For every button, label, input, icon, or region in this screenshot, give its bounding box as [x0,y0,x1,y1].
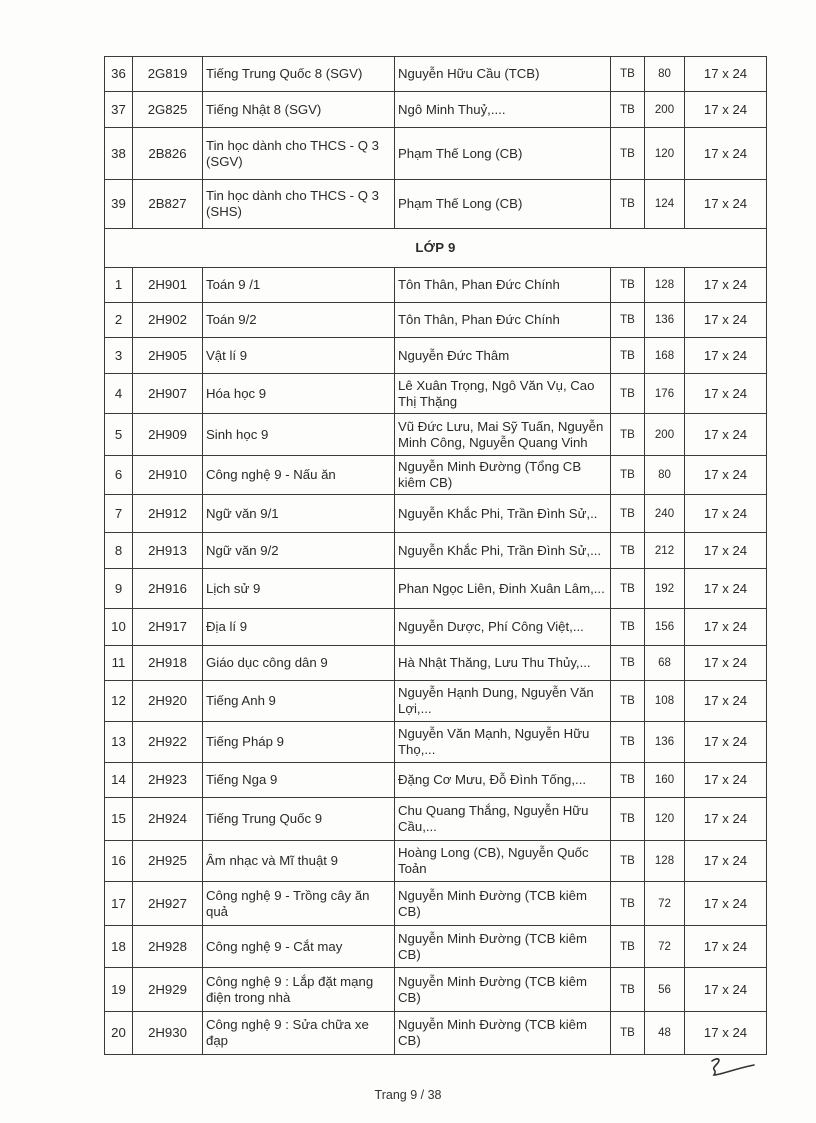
cell-format: TB [611,681,645,722]
cell-author: Nguyễn Dược, Phí Công Việt,... [395,609,611,646]
cell-title: Tiếng Nhật 8 (SGV) [203,92,395,128]
cell-number: 14 [105,763,133,798]
cell-code: 2H918 [133,646,203,681]
cell-author: Chu Quang Thắng, Nguyễn Hữu Cầu,... [395,798,611,841]
cell-format: TB [611,1012,645,1055]
cell-author: Vũ Đức Lưu, Mai Sỹ Tuấn, Nguyễn Minh Công, Nguyễn Quang Vinh [395,414,611,456]
cell-pages: 72 [645,926,685,968]
section-row [105,229,767,268]
cell-number: 5 [105,414,133,456]
table-row [105,414,767,456]
cell-number: 38 [105,128,133,180]
cell-author: Tôn Thân, Phan Đức Chính [395,303,611,338]
section-header-group [105,229,767,268]
cell-pages: 124 [645,180,685,229]
table-row [105,268,767,303]
cell-number: 6 [105,456,133,495]
cell-pages: 68 [645,646,685,681]
cell-size: 17 x 24 [685,722,767,763]
cell-size: 17 x 24 [685,841,767,882]
cell-size: 17 x 24 [685,763,767,798]
cell-number: 3 [105,338,133,374]
cell-author: Hà Nhật Thăng, Lưu Thu Thủy,... [395,646,611,681]
handwritten-initial [700,1055,760,1083]
cell-title: Tiếng Pháp 9 [203,722,395,763]
cell-author: Tôn Thân, Phan Đức Chính [395,268,611,303]
cell-format: TB [611,722,645,763]
table-row [105,1012,767,1055]
cell-format: TB [611,374,645,414]
cell-size: 17 x 24 [685,268,767,303]
cell-title: Tin học dành cho THCS - Q 3 (SHS) [203,180,395,229]
cell-number: 2 [105,303,133,338]
cell-format: TB [611,456,645,495]
cell-title: Tiếng Trung Quốc 9 [203,798,395,841]
cell-pages: 136 [645,303,685,338]
cell-size: 17 x 24 [685,569,767,609]
cell-title: Âm nhạc và Mĩ thuật 9 [203,841,395,882]
cell-size: 17 x 24 [685,303,767,338]
cell-code: 2H916 [133,569,203,609]
cell-code: 2H920 [133,681,203,722]
cell-pages: 72 [645,882,685,926]
table-row [105,456,767,495]
cell-title: Ngữ văn 9/2 [203,533,395,569]
cell-number: 11 [105,646,133,681]
cell-title: Tiếng Nga 9 [203,763,395,798]
table-row [105,646,767,681]
cell-number: 36 [105,57,133,92]
cell-author: Nguyễn Minh Đường (Tổng CB kiêm CB) [395,456,611,495]
table-body-grade-8 [105,57,767,229]
cell-size: 17 x 24 [685,374,767,414]
table-row [105,128,767,180]
cell-title: Địa lí 9 [203,609,395,646]
page-number: Trang 9 / 38 [374,1088,442,1102]
cell-size: 17 x 24 [685,338,767,374]
cell-title: Lịch sử 9 [203,569,395,609]
cell-title: Sinh học 9 [203,414,395,456]
cell-size: 17 x 24 [685,926,767,968]
cell-format: TB [611,533,645,569]
cell-format: TB [611,92,645,128]
cell-number: 10 [105,609,133,646]
cell-size: 17 x 24 [685,968,767,1012]
cell-code: 2H928 [133,926,203,968]
cell-title: Công nghệ 9 : Lắp đặt mạng điện trong nhà [203,968,395,1012]
cell-number: 39 [105,180,133,229]
cell-number: 20 [105,1012,133,1055]
cell-author: Nguyễn Minh Đường (TCB kiêm CB) [395,926,611,968]
table-row [105,763,767,798]
cell-author: Lê Xuân Trọng, Ngô Văn Vụ, Cao Thị Thặng [395,374,611,414]
cell-format: TB [611,841,645,882]
cell-size: 17 x 24 [685,57,767,92]
cell-format: TB [611,882,645,926]
cell-code: 2B827 [133,180,203,229]
cell-title: Vật lí 9 [203,338,395,374]
table-row [105,92,767,128]
cell-format: TB [611,763,645,798]
cell-size: 17 x 24 [685,882,767,926]
cell-title: Toán 9 /1 [203,268,395,303]
table-row [105,495,767,533]
table-row [105,798,767,841]
cell-pages: 156 [645,609,685,646]
cell-code: 2H905 [133,338,203,374]
cell-author: Nguyễn Hữu Cầu (TCB) [395,57,611,92]
cell-author: Phạm Thế Long (CB) [395,180,611,229]
table-row [105,882,767,926]
cell-size: 17 x 24 [685,533,767,569]
cell-code: 2G825 [133,92,203,128]
cell-number: 15 [105,798,133,841]
cell-author: Nguyễn Đức Thâm [395,338,611,374]
cell-code: 2H907 [133,374,203,414]
cell-pages: 192 [645,569,685,609]
cell-author: Phạm Thế Long (CB) [395,128,611,180]
cell-pages: 128 [645,841,685,882]
cell-title: Hóa học 9 [203,374,395,414]
cell-pages: 200 [645,414,685,456]
cell-code: 2H917 [133,609,203,646]
table-row [105,533,767,569]
cell-code: 2H929 [133,968,203,1012]
cell-pages: 56 [645,968,685,1012]
cell-number: 7 [105,495,133,533]
cell-title: Giáo dục công dân 9 [203,646,395,681]
cell-format: TB [611,268,645,303]
cell-format: TB [611,180,645,229]
cell-pages: 136 [645,722,685,763]
cell-size: 17 x 24 [685,609,767,646]
cell-pages: 48 [645,1012,685,1055]
book-list-table [104,56,767,1055]
table-row [105,303,767,338]
section-title: LỚP 9 [105,229,767,268]
cell-title: Tiếng Anh 9 [203,681,395,722]
table-row [105,569,767,609]
cell-format: TB [611,338,645,374]
table-row [105,338,767,374]
cell-code: 2H909 [133,414,203,456]
cell-author: Nguyễn Minh Đường (TCB kiêm CB) [395,968,611,1012]
cell-title: Ngữ văn 9/1 [203,495,395,533]
cell-pages: 108 [645,681,685,722]
cell-format: TB [611,646,645,681]
cell-size: 17 x 24 [685,495,767,533]
cell-size: 17 x 24 [685,456,767,495]
cell-number: 37 [105,92,133,128]
table-body-grade-9 [105,268,767,1055]
cell-pages: 176 [645,374,685,414]
cell-number: 9 [105,569,133,609]
cell-title: Công nghệ 9 - Nấu ăn [203,456,395,495]
cell-size: 17 x 24 [685,1012,767,1055]
table-row [105,180,767,229]
cell-number: 8 [105,533,133,569]
cell-code: 2G819 [133,57,203,92]
cell-author: Nguyễn Minh Đường (TCB kiêm CB) [395,882,611,926]
cell-title: Công nghệ 9 - Trồng cây ăn quả [203,882,395,926]
cell-format: TB [611,926,645,968]
cell-code: 2H930 [133,1012,203,1055]
cell-title: Toán 9/2 [203,303,395,338]
cell-title: Công nghệ 9 - Cắt may [203,926,395,968]
cell-code: 2B826 [133,128,203,180]
table-row [105,57,767,92]
cell-size: 17 x 24 [685,128,767,180]
cell-code: 2H922 [133,722,203,763]
cell-title: Tin học dành cho THCS - Q 3 (SGV) [203,128,395,180]
cell-pages: 200 [645,92,685,128]
cell-code: 2H902 [133,303,203,338]
cell-format: TB [611,57,645,92]
cell-format: TB [611,495,645,533]
table-row [105,681,767,722]
cell-code: 2H924 [133,798,203,841]
cell-number: 19 [105,968,133,1012]
cell-format: TB [611,968,645,1012]
cell-format: TB [611,609,645,646]
cell-number: 16 [105,841,133,882]
cell-pages: 128 [645,268,685,303]
cell-author: Nguyễn Khắc Phi, Trần Đình Sử,... [395,533,611,569]
cell-author: Nguyễn Khắc Phi, Trần Đình Sử,.. [395,495,611,533]
table-row [105,722,767,763]
cell-number: 17 [105,882,133,926]
cell-format: TB [611,798,645,841]
cell-code: 2H927 [133,882,203,926]
cell-author: Phan Ngọc Liên, Đinh Xuân Lâm,... [395,569,611,609]
cell-format: TB [611,303,645,338]
cell-size: 17 x 24 [685,92,767,128]
cell-number: 12 [105,681,133,722]
cell-format: TB [611,569,645,609]
cell-number: 13 [105,722,133,763]
cell-code: 2H925 [133,841,203,882]
cell-code: 2H913 [133,533,203,569]
cell-title: Tiếng Trung Quốc 8 (SGV) [203,57,395,92]
cell-author: Nguyễn Văn Mạnh, Nguyễn Hữu Thọ,... [395,722,611,763]
cell-pages: 80 [645,57,685,92]
table-row [105,926,767,968]
cell-size: 17 x 24 [685,798,767,841]
cell-author: Nguyễn Minh Đường (TCB kiêm CB) [395,1012,611,1055]
cell-title: Công nghệ 9 : Sửa chữa xe đạp [203,1012,395,1055]
cell-pages: 80 [645,456,685,495]
cell-code: 2H910 [133,456,203,495]
cell-size: 17 x 24 [685,646,767,681]
cell-pages: 160 [645,763,685,798]
cell-number: 1 [105,268,133,303]
cell-author: Nguyễn Hạnh Dung, Nguyễn Văn Lợi,... [395,681,611,722]
cell-pages: 240 [645,495,685,533]
cell-pages: 212 [645,533,685,569]
table-row [105,841,767,882]
cell-code: 2H901 [133,268,203,303]
cell-size: 17 x 24 [685,681,767,722]
cell-pages: 168 [645,338,685,374]
cell-author: Ngô Minh Thuỷ,.... [395,92,611,128]
table-row [105,609,767,646]
cell-format: TB [611,414,645,456]
cell-author: Đặng Cơ Mưu, Đỗ Đình Tống,... [395,763,611,798]
cell-format: TB [611,128,645,180]
cell-code: 2H912 [133,495,203,533]
cell-pages: 120 [645,798,685,841]
cell-author: Hoàng Long (CB), Nguyễn Quốc Toản [395,841,611,882]
cell-size: 17 x 24 [685,414,767,456]
cell-code: 2H923 [133,763,203,798]
table-row [105,968,767,1012]
cell-size: 17 x 24 [685,180,767,229]
table-row [105,374,767,414]
cell-pages: 120 [645,128,685,180]
cell-number: 4 [105,374,133,414]
cell-number: 18 [105,926,133,968]
